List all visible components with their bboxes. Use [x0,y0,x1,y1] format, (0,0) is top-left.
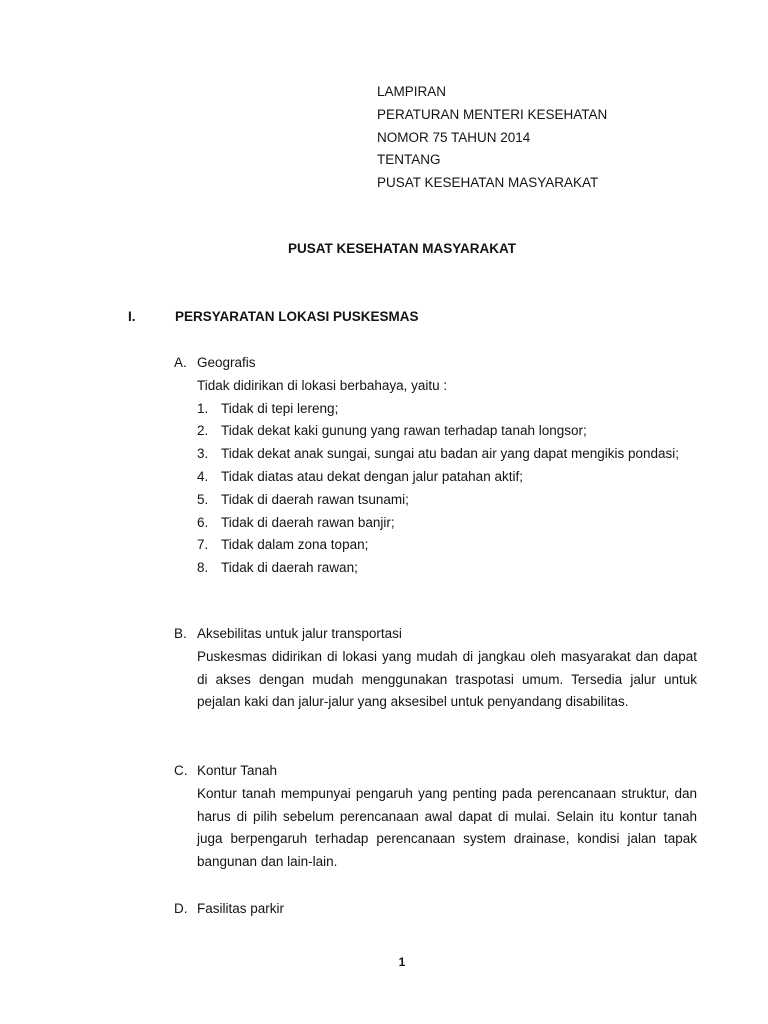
list-item-number: 5. [197,491,209,507]
list-item [197,557,697,580]
section-number: I. [128,309,136,324]
list-item [197,398,697,421]
list-item-number: 3. [197,446,209,462]
document-title: PUSAT KESEHATAN MASYARAKAT [287,241,516,256]
list-item [197,443,697,466]
list-item-number: 2. [197,423,209,439]
list-item-text: Tidak di tepi lereng; [221,400,339,416]
subsection-heading [174,898,697,921]
list-item-text: Tidak dalam zona topan; [221,537,369,553]
list-item-text: Tidak dekat anak sungai, sungai atu badan air yang dapat mengikis pondasi; [221,446,680,462]
list-item-text: Tidak di daerah rawan tsunami; [221,491,409,507]
subsection-title: Geografis [197,355,256,370]
list-item-text: Tidak diatas atau dekat dengan jalur patahan aktif; [221,468,523,484]
subsection-geografis [174,352,697,580]
list-item-number: 6. [197,514,209,530]
subsection-intro: Tidak didirikan di lokasi berbahaya, yaitu : [197,377,448,393]
list-item-number: 7. [197,537,209,553]
subsection-title: Aksebilitas untuk jalur transportasi [197,626,402,641]
list-item-number: 8. [197,560,209,576]
subsection-title: Kontur Tanah [197,763,278,778]
list-item-text: Tidak di daerah rawan banjir; [221,514,395,530]
subsection-heading [174,352,697,375]
header-line: LAMPIRAN [377,84,447,99]
attachment-header [377,81,717,195]
subsection-heading [174,760,697,783]
list-item-text: Tidak di daerah rawan; [221,560,358,576]
header-line: TENTANG [377,152,441,168]
list-item-number: 1. [197,400,209,416]
subsection-fasilitas-parkir [174,898,697,921]
section-title: PERSYARATAN LOKASI PUSKESMAS [175,309,419,324]
list-item [197,466,697,489]
list-item [197,489,697,512]
header-line: PUSAT KESEHATAN MASYARAKAT [377,175,599,191]
subsection-paragraph: Kontur tanah mempunyai pengaruh yang penting pada perencanaan struktur, dan harus di pilih sebelum perencanaan awal dapat di mulai. Selain itu kontur tanah juga berpengaruh terhadap perencanaan system drainase, kondisi jalan tapak bangunan dan lain-lain. [197,785,697,870]
header-line: PERATURAN MENTERI KESEHATAN [377,106,608,122]
subsection-letter: A. [174,355,187,370]
header-line: NOMOR 75 TAHUN 2014 [377,129,531,145]
subsection-letter: B. [174,626,187,641]
subsection-title: Fasilitas parkir [197,901,285,916]
section-heading [128,309,419,324]
subsection-kontur-tanah [174,760,697,874]
list-item [197,534,697,557]
subsection-letter: C. [174,763,188,778]
subsection-letter: D. [174,901,188,916]
requirements-list [197,398,697,580]
subsection-paragraph: Puskesmas didirikan di lokasi yang mudah di jangkau oleh masyarakat dan dapat di akses dengan mudah menggunakan traspotasi umum. Tersedia jalur untuk pejalan kaki dan jalur-jalur yang aksesibel untuk penyandang disabilitas. [197,648,697,710]
subsection-heading [174,623,697,646]
list-item-number: 4. [197,468,209,484]
list-item [197,512,697,535]
page-number: 1 [398,955,406,969]
list-item-text: Tidak dekat kaki gunung yang rawan terhadap tanah longsor; [221,423,587,439]
subsection-aksebilitas [174,623,697,714]
list-item [197,420,697,443]
